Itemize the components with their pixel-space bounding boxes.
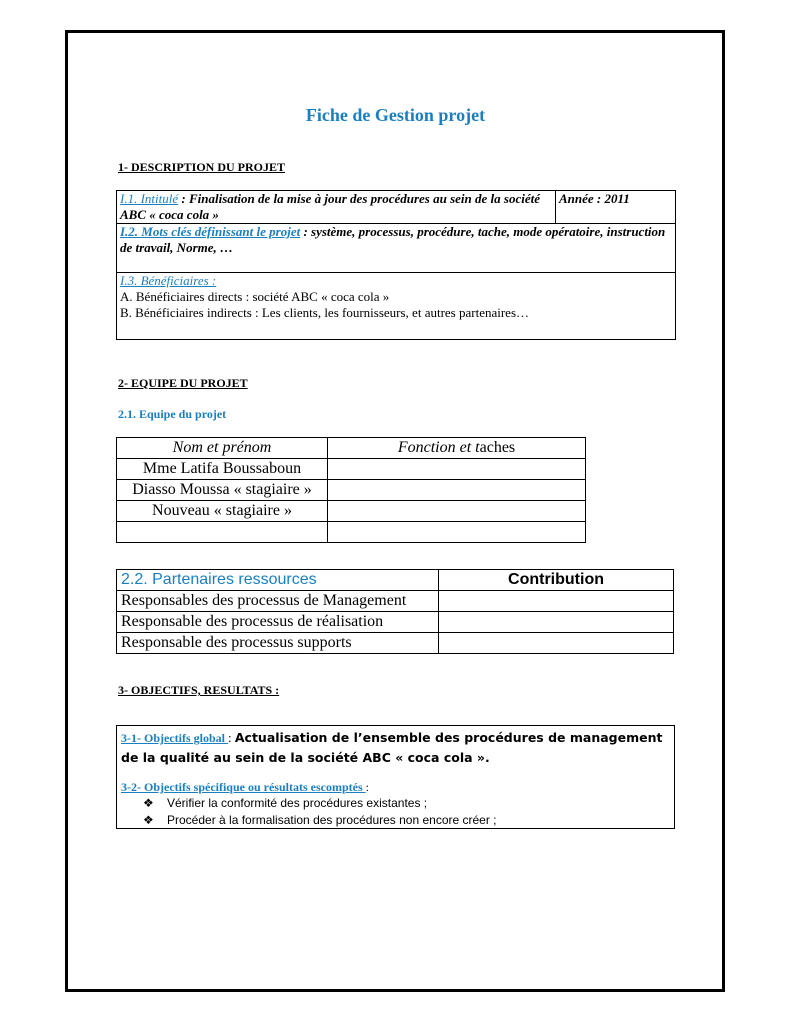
intitule-text: : Finalisation de la mise à jour des procédures au sein de la société ABC « coca cola » [120,191,540,222]
beneficiaires-cell [117,273,676,340]
bullet-item [143,795,670,812]
bullet-text: Vérifier la conformité des procédures existantes ; [167,796,428,810]
mots-cles-label: I.2. Mots clés définissant le projet [120,224,301,239]
partners-header: 2.2. Partenaires ressources [117,570,439,591]
bullet-text: Procéder à la formalisation des procédures non encore créer ; [167,813,497,827]
partners-table [116,569,674,654]
contribution-header: Contribution [439,570,674,591]
diamond-bullet-icon: ❖ [143,796,154,810]
section-2-heading: 2- EQUIPE DU PROJET [118,376,248,390]
objectif-global-sep: : [228,730,235,745]
bullet-item [143,812,670,829]
beneficiaires-label: I.3. Bénéficiaires : [120,273,217,288]
page-title: Fiche de Gestion projet [305,105,486,125]
partner-row-name: Responsable des processus de réalisation [117,612,439,633]
objectif-global-text: Actualisation de l’ensemble des procédures de management de la qualité au sein de la société ABC « coca cola ». [121,730,663,765]
partner-row-contribution [439,612,674,633]
partner-row-contribution [439,591,674,612]
team-header-fonction-italic: Fonction et t [397,439,480,456]
equipe-subheading: 2.1. Equipe du projet [118,407,227,421]
mots-cles-text: : système, processus, procédure, tache, mode opératoire, instruction de travail, Norme, … [120,224,666,255]
description-table [116,190,676,340]
team-header-fonction-rest: aches [479,439,516,456]
team-row-name: Mme Latifa Boussaboun [117,459,328,480]
annee-cell: Année : 2011 [556,191,676,224]
team-row-fonction [328,480,586,501]
team-header-name: Nom et prénom [117,438,328,459]
section-1-heading: 1- DESCRIPTION DU PROJET [118,160,286,174]
partner-row-name: Responsables des processus de Management [117,591,439,612]
intitule-label: I.1. Intitulé [120,191,179,206]
section-3-heading: 3- OBJECTIFS, RESULTATS : [118,683,280,697]
mots-cles-cell [117,224,676,273]
team-row-fonction [328,501,586,522]
partner-row-contribution [439,633,674,654]
objectif-global [121,728,670,767]
team-row-name: Nouveau « stagiaire » [117,501,328,522]
team-header-fonction [328,438,586,459]
beneficiaires-indirects: B. Bénéficiaires indirects : Les clients, les fournisseurs, et autres partenaires… [120,305,530,320]
objectifs-specifiques-label: 3-2- Objectifs spécifique ou résultats escomptés [121,780,366,794]
objectifs-specifiques-sep: : [365,780,369,794]
team-row-fonction [328,459,586,480]
team-row-fonction [328,522,586,543]
intitule-cell [117,191,556,224]
team-row-name: Diasso Moussa « stagiaire » [117,480,328,501]
objectif-global-label: 3-1- Objectifs global [121,731,228,745]
team-row-name [117,522,328,543]
diamond-bullet-icon: ❖ [143,813,154,827]
team-table [116,437,586,543]
objectifs-box [116,725,675,829]
beneficiaires-directs: A. Bénéficiaires directs : société ABC « coca cola » [120,289,390,304]
partner-row-name: Responsable des processus supports [117,633,439,654]
objectifs-specifiques [121,779,670,795]
